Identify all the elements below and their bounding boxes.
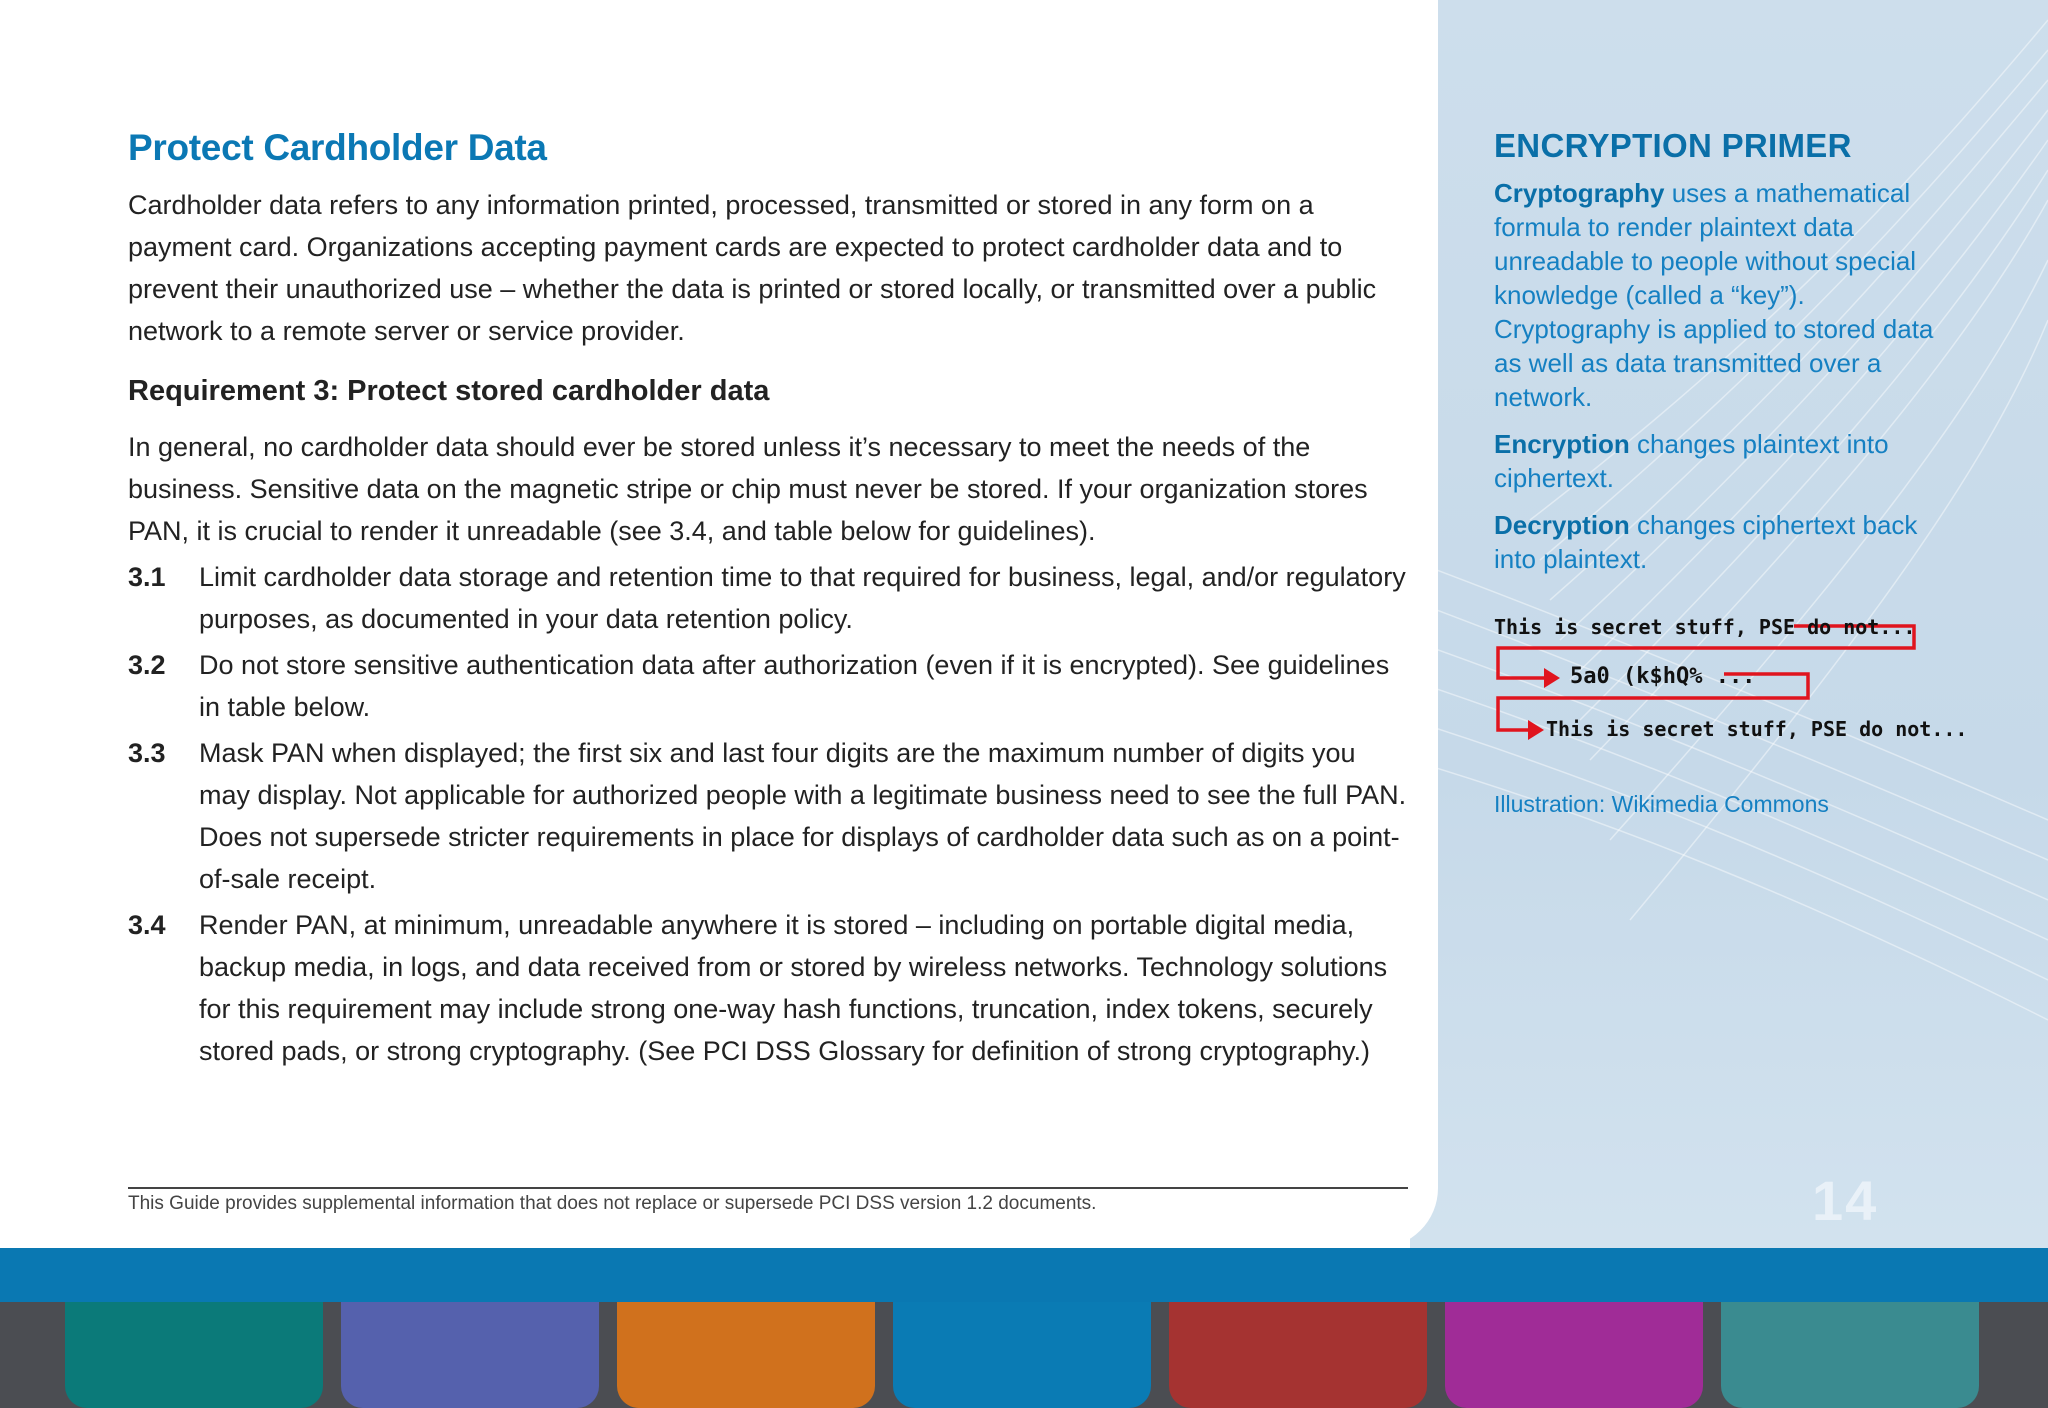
primer-definition: changes plaintext into ciphertext. <box>1494 429 1889 493</box>
plaintext-sample: This is secret stuff, PSE do not... <box>1494 615 1916 639</box>
requirement-text: Limit cardholder data storage and retention time to that required for business, legal, and/or regulatory purposes, as documented in your data retention policy. <box>199 562 1406 634</box>
primer-definition: changes ciphertext back into plaintext. <box>1494 510 1918 574</box>
primer-term: Encryption <box>1494 429 1630 459</box>
encryption-illustration <box>1494 612 1968 752</box>
page-title: Protect Cardholder Data <box>128 127 547 168</box>
primer-paragraph <box>1494 427 1964 495</box>
primer-term: Cryptography <box>1494 178 1665 208</box>
primer-definition: uses a mathematical formula to render plaintext data unreadable to people without special knowledge (called a “key”). Cryptography is applied to stored data as well as data transmitted over a network. <box>1494 178 1934 412</box>
requirement-item <box>128 556 1410 640</box>
ciphertext-sample: 5a0 (k$hQ% ... <box>1570 664 1756 689</box>
section-tab-3[interactable] <box>617 1302 875 1408</box>
requirement-item <box>128 732 1410 900</box>
arrow-head-icon <box>1544 668 1560 688</box>
decrypted-sample: This is secret stuff, PSE do not... <box>1546 717 1968 741</box>
section-tab-6[interactable] <box>1445 1302 1703 1408</box>
illustration-credit: Illustration: Wikimedia Commons <box>1494 791 1829 817</box>
primer-term: Decryption <box>1494 510 1630 540</box>
section-tab-7[interactable] <box>1721 1302 1979 1408</box>
requirement-intro: In general, no cardholder data should ever be stored unless it’s necessary to meet the needs of the business. Sensitive data on the magnetic stripe or chip must never be stored. If your organization stores PAN, it is crucial to render it unreadable (see 3.4, and table below for guidelines). <box>128 432 1368 546</box>
section-tab-5[interactable] <box>1169 1302 1427 1408</box>
requirement-item <box>128 644 1410 728</box>
section-tab-4[interactable] <box>893 1302 1151 1408</box>
requirement-number: 3.3 <box>128 738 166 768</box>
main-content <box>128 122 1410 1072</box>
bottom-bar <box>0 1248 2048 1302</box>
sidebar-title: ENCRYPTION PRIMER <box>1494 127 1852 164</box>
arrow-head-icon <box>1528 720 1544 740</box>
requirement-number: 3.4 <box>128 910 166 940</box>
encryption-primer <box>1494 122 1964 576</box>
footer-divider <box>128 1187 1408 1189</box>
section-tab-1[interactable] <box>65 1302 323 1408</box>
requirement-item <box>128 904 1410 1072</box>
section-tab-2[interactable] <box>341 1302 599 1408</box>
requirement-heading: Requirement 3: Protect stored cardholder data <box>128 375 770 407</box>
primer-paragraph <box>1494 176 1964 414</box>
requirement-text: Render PAN, at minimum, unreadable anywhere it is stored – including on portable digital media, backup media, in logs, and data received from or stored by wireless networks. Technology solutions for this requirement may include strong one-way hash functions, truncation, index tokens, securely stored pads, or strong cryptography. (See PCI DSS Glossary for definition of strong cryptography.) <box>199 910 1388 1066</box>
requirement-number: 3.2 <box>128 650 166 680</box>
requirement-number: 3.1 <box>128 562 166 592</box>
page-number: 14 <box>1812 1169 1879 1232</box>
footer-note: This Guide provides supplemental information that does not replace or supersede PCI DSS version 1.2 documents. <box>128 1193 1097 1214</box>
primer-paragraph <box>1494 508 1964 576</box>
intro-paragraph: Cardholder data refers to any information printed, processed, transmitted or stored in any form on a payment card. Organizations accepting payment cards are expected to protect cardholder data and to prevent their unauthorized use – whether the data is printed or stored locally, or transmitted over a public network to a remote server or service provider. <box>128 190 1377 346</box>
requirement-text: Mask PAN when displayed; the first six and last four digits are the maximum number of digits you may display. Not applicable for authorized people with a legitimate business need to see the full PAN. Does not supersede stricter requirements in place for displays of cardholder data such as on a point-of-sale receipt. <box>199 738 1407 894</box>
requirement-text: Do not store sensitive authentication data after authorization (even if it is encrypted). See guidelines in table below. <box>199 650 1390 722</box>
